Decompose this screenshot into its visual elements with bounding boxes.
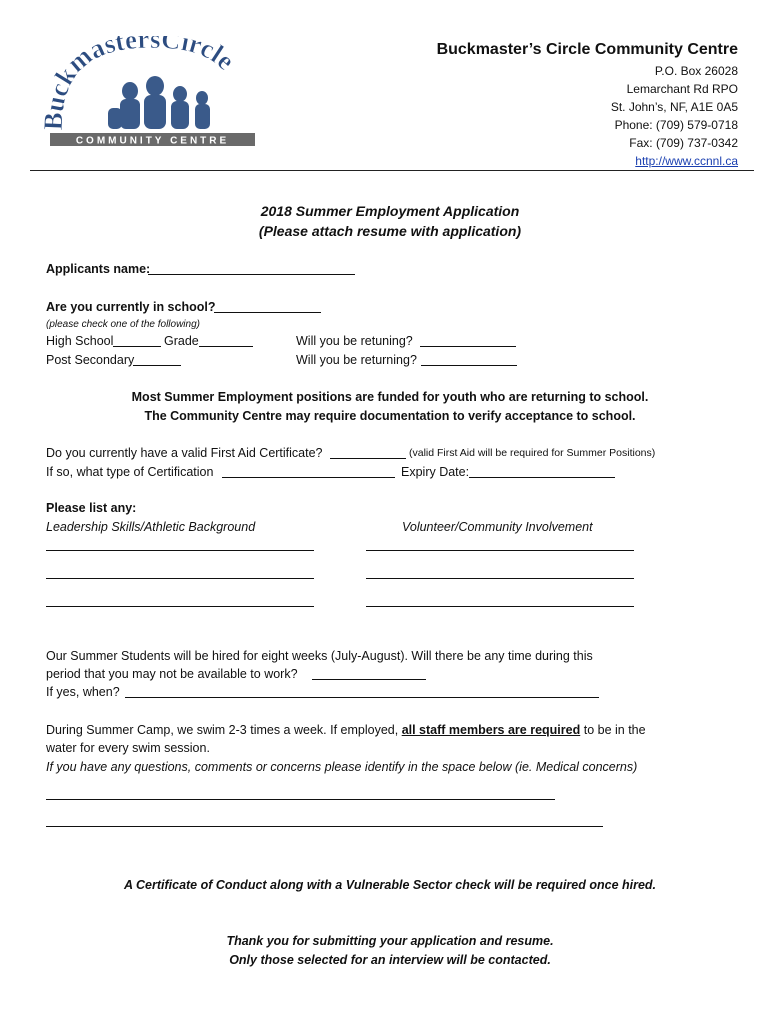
applicant-name-label: Applicants name: (46, 262, 151, 276)
certification-type-label: If so, what type of Certification (46, 465, 214, 479)
returning-question-2: Will you be returning? (296, 353, 417, 367)
first-aid-note: (valid First Aid will be required for Summer Positions) (409, 447, 656, 459)
questions-prompt: If you have any questions, comments or concerns please identify in the space below (ie. Medical concerns) (46, 760, 638, 774)
volunteer-label: Volunteer/Community Involvement (402, 520, 593, 534)
availability-text-1: Our Summer Students will be hired for eight weeks (July-August). Will there be any time during this (46, 649, 593, 663)
logo-figures (108, 76, 210, 129)
availability-field[interactable] (312, 679, 426, 680)
if-yes-field[interactable] (125, 697, 599, 698)
swim-text-2: water for every swim session. (46, 741, 210, 755)
address-line: P.O. Box 26028 (654, 64, 738, 78)
form-subtitle: (Please attach resume with application) (258, 223, 522, 239)
high-school-field[interactable] (113, 346, 161, 347)
thanks-text-2: Only those selected for an interview will be contacted. (229, 953, 551, 967)
certification-type-field[interactable] (222, 477, 395, 478)
logo-graphic (40, 36, 265, 151)
school-note: (please check one of the following) (46, 319, 200, 330)
expiry-date-field[interactable] (469, 477, 615, 478)
expiry-date-label: Expiry Date: (401, 465, 470, 479)
post-secondary-label: Post Secondary (46, 353, 135, 367)
thanks-text-1: Thank you for submitting your application and resume. (226, 934, 554, 948)
first-aid-field[interactable] (330, 458, 406, 459)
org-address (611, 62, 738, 170)
returning-question-1: Will you be retuning? (296, 334, 413, 348)
logo-arc-text: BuckmastersCircle (40, 36, 241, 131)
returning-field-1[interactable] (420, 346, 516, 347)
volunteer-field[interactable] (366, 578, 634, 579)
leadership-field[interactable] (46, 550, 314, 551)
school-answer-field[interactable] (214, 312, 321, 313)
address-line: Lemarchant Rd RPO (626, 82, 738, 96)
funding-notice-1: Most Summer Employment positions are funded for youth who are returning to school. (131, 390, 649, 404)
volunteer-field[interactable] (366, 550, 634, 551)
org-logo (40, 36, 265, 151)
please-list-label: Please list any: (46, 501, 137, 515)
first-aid-question: Do you currently have a valid First Aid Certificate? (46, 446, 323, 460)
school-question: Are you currently in school? (46, 300, 216, 314)
org-name: Buckmaster’s Circle Community Centre (436, 41, 738, 58)
header-divider (30, 170, 754, 171)
comments-field[interactable] (46, 799, 555, 800)
svg-text:BuckmastersCircle (40, 36, 241, 131)
funding-notice-2: The Community Centre may require documentation to verify acceptance to school. (144, 409, 636, 423)
high-school-label: High School (46, 334, 114, 348)
applicant-name-field[interactable] (148, 274, 355, 275)
fax: Fax: (709) 737-0342 (629, 136, 738, 150)
phone: Phone: (709) 579-0718 (614, 118, 738, 132)
form-title: 2018 Summer Employment Application (260, 203, 520, 219)
availability-text-2: period that you may not be available to work? (46, 667, 298, 681)
swim-text-1 (46, 722, 646, 738)
if-yes-label: If yes, when? (46, 685, 120, 699)
comments-field[interactable] (46, 826, 603, 827)
returning-field-2[interactable] (421, 365, 517, 366)
post-secondary-field[interactable] (133, 365, 181, 366)
logo-bar-text: COMMUNITY CENTRE (75, 135, 230, 147)
grade-field[interactable] (199, 346, 253, 347)
swim-required-emphasis: all staff members are required (401, 723, 581, 737)
website-link[interactable]: http://www.ccnnl.ca (635, 154, 738, 168)
leadership-field[interactable] (46, 578, 314, 579)
leadership-field[interactable] (46, 606, 314, 607)
volunteer-field[interactable] (366, 606, 634, 607)
grade-label: Grade (164, 334, 199, 348)
swim-text-1b: to be in the (583, 723, 646, 737)
leadership-label: Leadership Skills/Athletic Background (46, 520, 256, 534)
swim-text-1a: During Summer Camp, we swim 2-3 times a week. If employed, (46, 723, 399, 737)
address-line: St. John’s, NF, A1E 0A5 (610, 100, 738, 114)
certificate-notice: A Certificate of Conduct along with a Vulnerable Sector check will be required once hired. (123, 878, 657, 892)
